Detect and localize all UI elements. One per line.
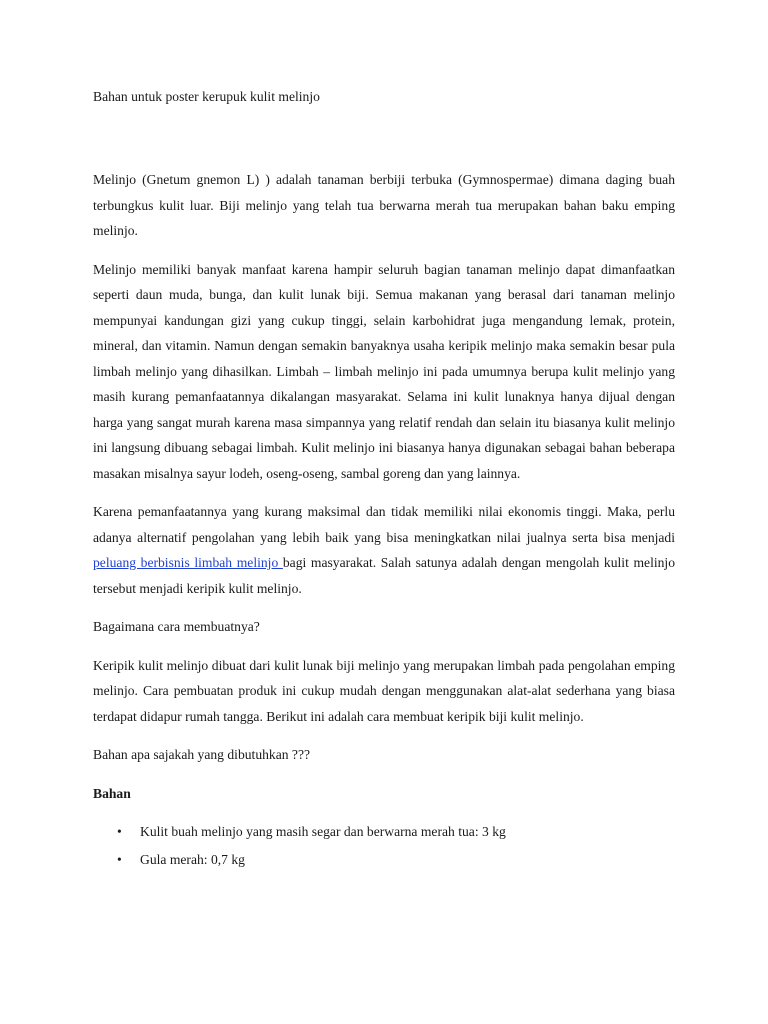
question-cara-membuat: Bagaimana cara membuatnya? [93,619,260,634]
document-page [93,84,675,874]
question-bahan: Bahan apa sajakah yang dibutuhkan ??? [93,747,311,762]
paragraph-manfaat: Melinjo memiliki banyak manfaat karena hampir seluruh bagian tanaman melinjo dapat dimanfaatkan seperti daun muda, bunga, dan kulit lunak biji. Semua makanan yang berasal dari tanaman melinjo mempunyai kandungan gizi yang cukup tinggi, selain karbohidrat juga mengandung lemak, protein, mineral, dan vitamin. Namun dengan semakin banyaknya usaha keripik melinjo maka semakin besar pula limbah melinjo yang dihasilkan. Limbah – limbah melinjo ini pada umumnya berupa kulit melinjo yang masih kurang pemanfaatannya dikalangan masyarakat. Selama ini kulit lunaknya hanya dijual dengan harga yang sangat murah karena masa simpannya yang relatif rendah dan selain itu biasanya kulit melinjo ini langsung dibuang sebagai limbah. Kulit melinjo ini biasanya hanya digunakan sebagai bahan beberapa masakan misalnya sayur lodeh, oseng-oseng, sambal goreng dan yang lainnya. [93,261,675,481]
paragraph-alternatif-text-before: Karena pemanfaatannya yang kurang maksimal dan tidak memiliki nilai ekonomis tinggi. Maka, perlu adanya alternatif pengolahan yang lebih baik yang bisa meningkatkan nilai jualnya serta bisa menjadi [93,504,675,545]
bahan-heading: Bahan [93,785,131,801]
bahan-list [93,819,675,872]
bullet-icon: • [117,824,122,839]
document-title: Bahan untuk poster kerupuk kulit melinjo [93,89,320,104]
bullet-icon: • [117,851,122,867]
bahan-item-text: Kulit buah melinjo yang masih segar dan berwarna merah tua: 3 kg [140,824,506,839]
paragraph-alternatif [93,499,675,601]
paragraph-intro: Melinjo (Gnetum gnemon L) ) adalah tanaman berbiji terbuka (Gymnospermae) dimana daging buah terbungkus kulit luar. Biji melinjo yang telah tua berwarna merah tua merupakan bahan baku emping melinjo. [93,172,675,238]
bahan-list-item [93,847,675,873]
title-spacer [93,112,675,167]
peluang-bisnis-link[interactable]: peluang berbisnis limbah melinjo [93,555,283,570]
paragraph-alternatif-text-after: bagi masyarakat. Salah satunya adalah dengan mengolah kulit melinjo tersebut menjadi keripik kulit melinjo. [93,555,676,596]
paragraph-cara-pembuatan: Keripik kulit melinjo dibuat dari kulit lunak biji melinjo yang merupakan limbah pada pengolahan emping melinjo. Cara pembuatan produk ini cukup mudah dengan menggunakan alat-alat sederhana yang biasa terdapat didapur rumah tangga. Berikut ini adalah cara membuat keripik biji kulit melinjo. [93,657,675,724]
bahan-list-item [93,819,675,845]
bahan-item-text: Gula merah: 0,7 kg [140,851,245,867]
